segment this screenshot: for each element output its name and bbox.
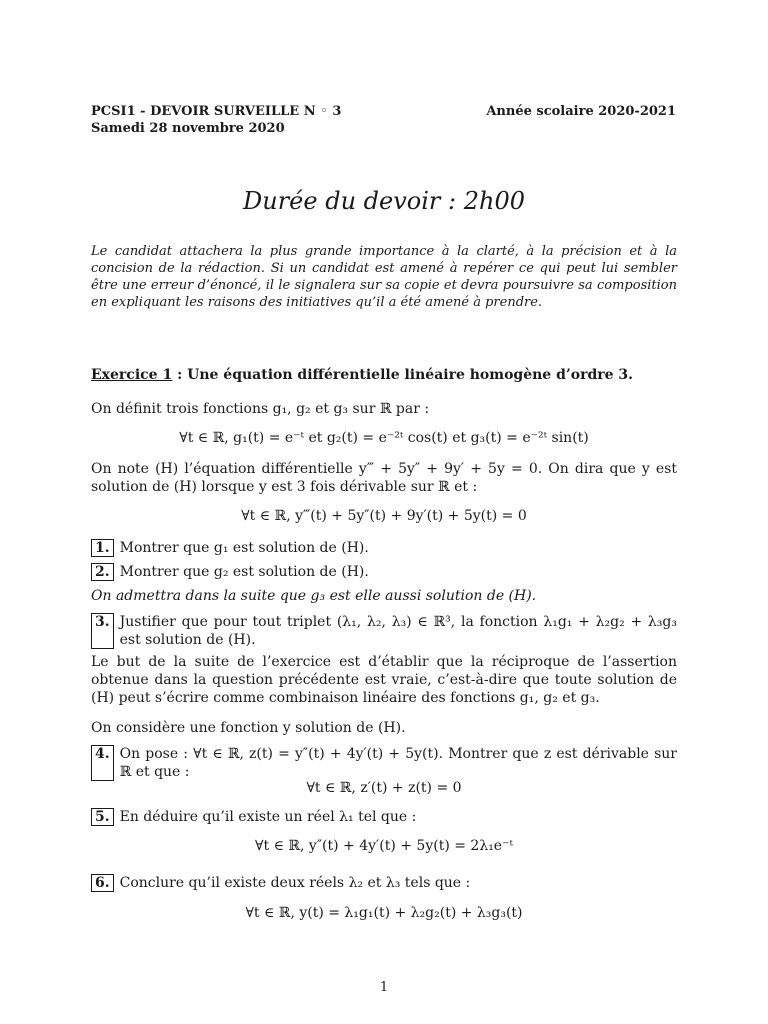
definition-formula: ∀t ∈ ℝ, g₁(t) = e⁻ᵗ et g₂(t) = e⁻²ᵗ cos(t) et g₃(t) = e⁻²ᵗ sin(t): [179, 430, 589, 446]
question-1-number: 1.: [91, 539, 114, 557]
question-3: [91, 613, 677, 649]
question-5-number: 5.: [91, 808, 114, 826]
header-year: Année scolaire 2020-2021: [486, 104, 676, 119]
question-6-formula: ∀t ∈ ℝ, y(t) = λ₁g₁(t) + λ₂g₂(t) + λ₃g₃(t): [245, 905, 523, 921]
definition-line: On définit trois fonctions g₁, g₂ et g₃ sur ℝ par :: [91, 401, 430, 417]
question-4-number: 4.: [91, 745, 114, 781]
question-3-text: Justifier que pour tout triplet (λ₁, λ₂, λ₃) ∈ ℝ³, la fonction λ₁g₁ + λ₂g₂ + λ₃g₃ est solution de (H).: [119, 614, 677, 648]
goal-paragraph: Le but de la suite de l’exercice est d’établir que la réciproque de l’assertion obtenue dans la question précédente est vraie, c’est-à-dire que toute solution de (H) peut s’écrire comme combinaison linéaire des fonctions g₁, g₂ et g₃.: [91, 654, 677, 706]
question-6-text: Conclure qu’il existe deux réels λ₂ et λ₃ tels que :: [119, 875, 471, 891]
header-date: Samedi 28 novembre 2020: [91, 121, 285, 136]
exercise-title: [91, 366, 677, 384]
page-number: 1: [379, 980, 389, 995]
equation-formula: ∀t ∈ ℝ, y‴(t) + 5y″(t) + 9y′(t) + 5y(t) = 0: [241, 508, 527, 524]
question-2-number: 2.: [91, 563, 114, 581]
question-6: [91, 874, 677, 892]
question-3-number: 3.: [91, 613, 114, 649]
question-5-text: En déduire qu’il existe un réel λ₁ tel que :: [119, 809, 417, 825]
question-6-number: 6.: [91, 874, 114, 892]
exercise-title-text: : Une équation différentielle linéaire homogène d’ordre 3.: [172, 367, 634, 383]
question-1: [91, 539, 677, 557]
intro-paragraph: Le candidat attachera la plus grande importance à la clarté, à la précision et à la concision de la rédaction. Si un candidat est amené à repérer ce qui peut lui sembler être une erreur d’énoncé, il le signalera sur sa copie et devra poursuivre sa composition en expliquant les raisons des initiatives qu’il a été amené à prendre.: [91, 244, 677, 310]
admit-note: On admettra dans la suite que g₃ est elle aussi solution de (H).: [91, 588, 537, 604]
question-5: [91, 808, 677, 826]
equation-note: On note (H) l’équation différentielle y‴ + 5y″ + 9y′ + 5y = 0. On dira que y est solution de (H) lorsque y est 3 fois dérivable sur ℝ et :: [91, 461, 677, 495]
question-4: [91, 745, 677, 781]
question-2-text: Montrer que g₂ est solution de (H).: [119, 564, 369, 580]
question-4-formula: ∀t ∈ ℝ, z′(t) + z(t) = 0: [306, 780, 462, 796]
exercise-label: Exercice 1: [91, 367, 173, 383]
consider-line: On considère une fonction y solution de (H).: [91, 720, 406, 736]
page-title: Durée du devoir : 2h00: [243, 187, 525, 215]
question-2: [91, 563, 677, 581]
header-course: PCSI1 - DEVOIR SURVEILLE N ◦ 3: [91, 104, 342, 119]
question-5-formula: ∀t ∈ ℝ, y″(t) + 4y′(t) + 5y(t) = 2λ₁e⁻ᵗ: [255, 838, 513, 854]
question-4-text: On pose : ∀t ∈ ℝ, z(t) = y″(t) + 4y′(t) + 5y(t). Montrer que z est dérivable sur ℝ et que :: [119, 746, 677, 780]
question-1-text: Montrer que g₁ est solution de (H).: [119, 540, 369, 556]
